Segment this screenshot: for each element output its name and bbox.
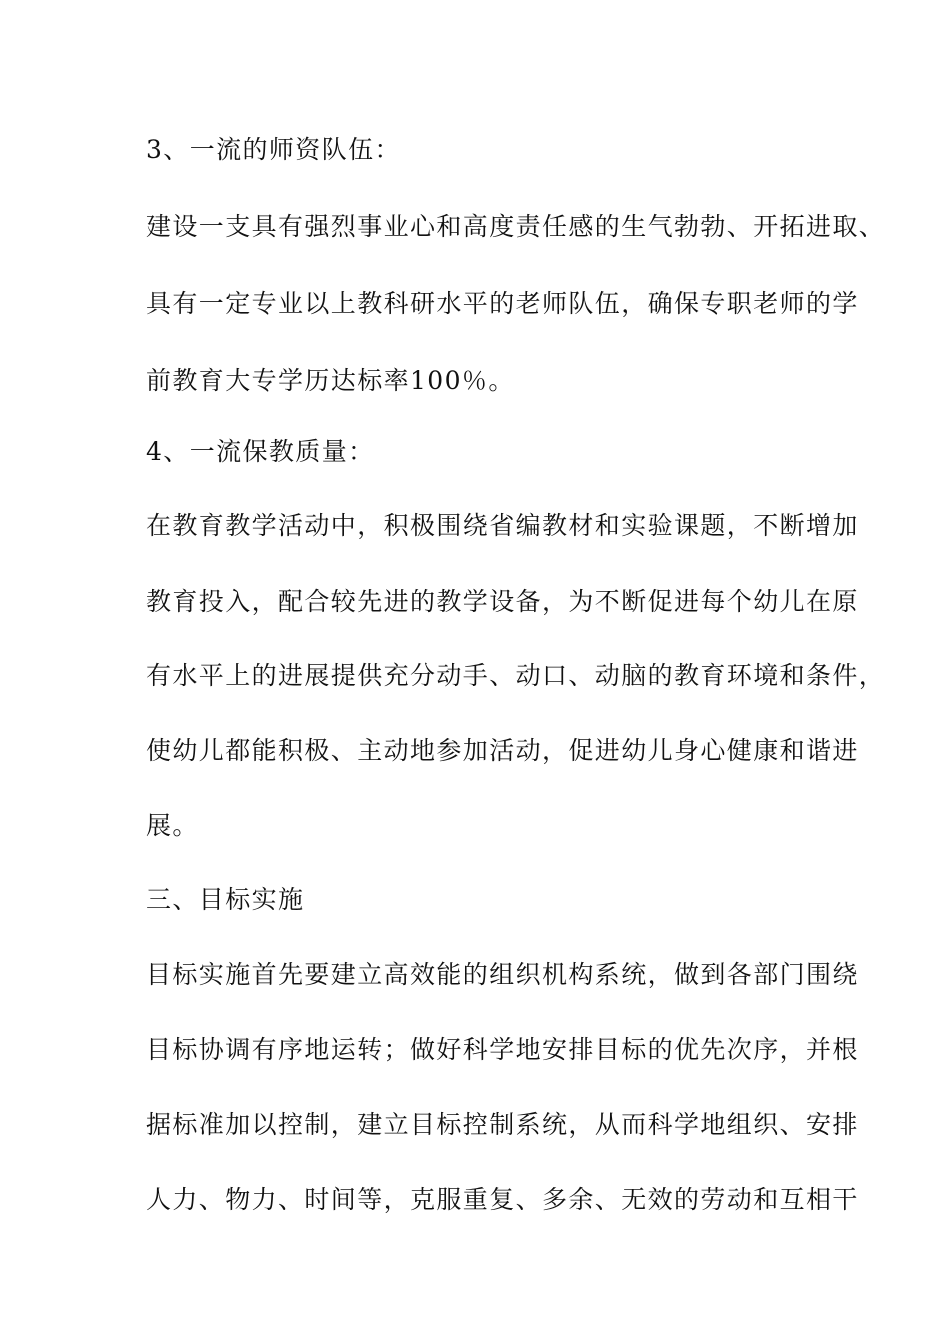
heading-care-quality: 4、一流保教质量： bbox=[146, 437, 375, 466]
paragraph-line: 据标准加以控制，建立目标控制系统，从而科学地组织、安排 bbox=[146, 1110, 859, 1139]
paragraph-line: 目标协调有序地运转；做好科学地安排目标的优先次序，并根 bbox=[146, 1035, 859, 1064]
paragraph-line: 有水平上的进展提供充分动手、动口、动脑的教育环境和条件， bbox=[146, 661, 886, 690]
paragraph-line: 使幼儿都能积极、主动地参加活动，促进幼儿身心健康和谐进 bbox=[146, 736, 859, 765]
paragraph-line: 目标实施首先要建立高效能的组织机构系统，做到各部门围绕 bbox=[146, 960, 859, 989]
paragraph-line: 前教育大专学历达标率100％。 bbox=[146, 366, 515, 395]
paragraph-line: 展。 bbox=[146, 811, 199, 840]
paragraph-line: 具有一定专业以上教科研水平的老师队伍，确保专职老师的学 bbox=[146, 289, 859, 318]
paragraph-line: 人力、物力、时间等，克服重复、多余、无效的劳动和互相干 bbox=[146, 1185, 859, 1214]
section-heading-implementation: 三、目标实施 bbox=[146, 885, 305, 914]
paragraph-line: 在教育教学活动中，积极围绕省编教材和实验课题，不断增加 bbox=[146, 511, 859, 540]
paragraph-line: 教育投入，配合较先进的教学设备，为不断促进每个幼儿在原 bbox=[146, 587, 859, 616]
paragraph-line: 建设一支具有强烈事业心和高度责任感的生气勃勃、开拓进取、 bbox=[146, 212, 886, 241]
heading-faculty-team: 3、一流的师资队伍： bbox=[146, 135, 401, 164]
